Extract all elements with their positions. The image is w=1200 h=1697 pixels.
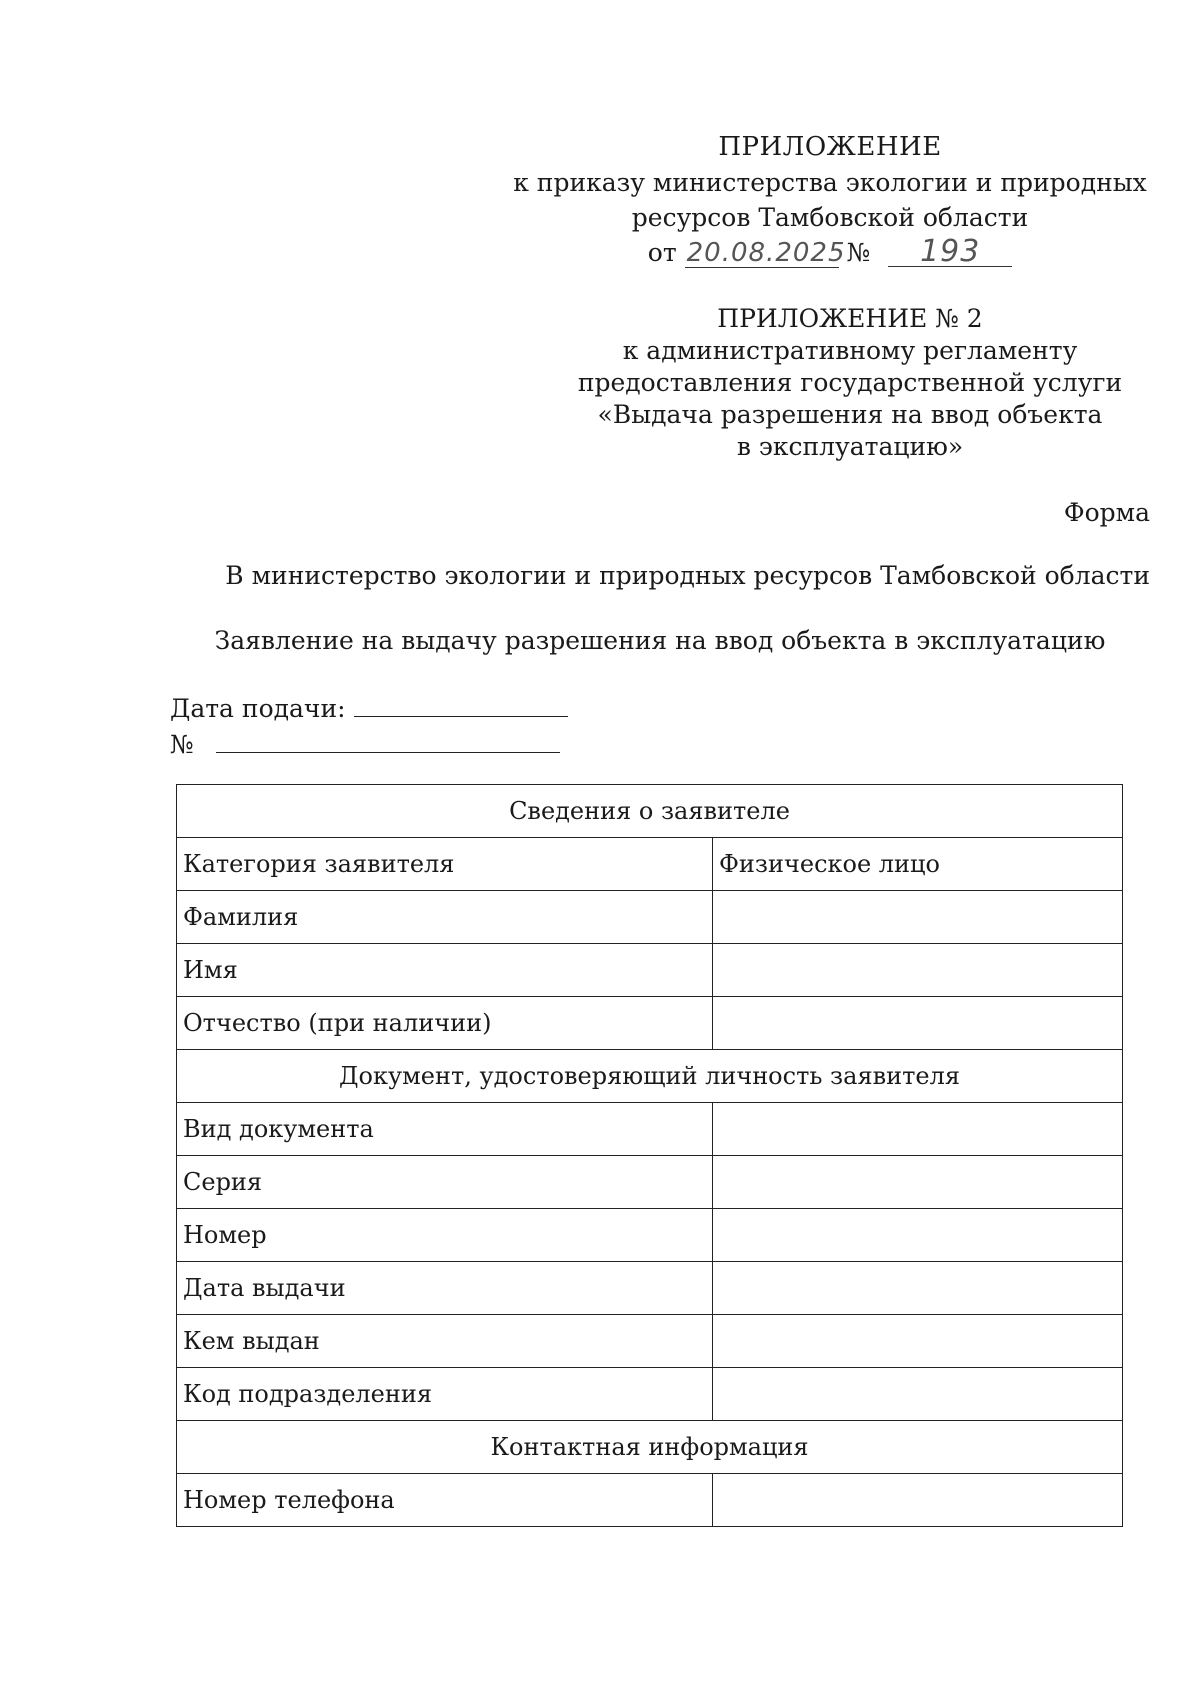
submission-date-field[interactable] (354, 692, 568, 717)
row-value[interactable] (713, 1156, 1123, 1209)
table-row (177, 891, 1123, 944)
form-label: Форма (1063, 498, 1150, 527)
table-row (177, 838, 1123, 891)
section-row (177, 1050, 1123, 1103)
table-row (177, 1315, 1123, 1368)
row-value[interactable]: Физическое лицо (713, 838, 1123, 891)
row-value[interactable] (713, 891, 1123, 944)
table-row (177, 997, 1123, 1050)
row-label: Кем выдан (177, 1315, 713, 1368)
table-row (177, 1474, 1123, 1527)
section-document-header: Документ, удостоверяющий личность заявителя (177, 1050, 1123, 1103)
appendix2-line-1: к административному регламенту (622, 336, 1078, 365)
table-row (177, 1368, 1123, 1421)
appendix2-line-4: в эксплуатацию» (736, 432, 964, 461)
applicant-form-table (176, 784, 1123, 1527)
row-label: Код подразделения (177, 1368, 713, 1421)
addressee: В министерство экологии и природных ресурсов Тамбовской области (225, 561, 1150, 590)
row-label: Вид документа (177, 1103, 713, 1156)
row-value[interactable] (713, 1368, 1123, 1421)
section-row (177, 785, 1123, 838)
row-label: Категория заявителя (177, 838, 713, 891)
row-label: Фамилия (177, 891, 713, 944)
row-label: Серия (177, 1156, 713, 1209)
appendix-title: ПРИЛОЖЕНИЕ (718, 132, 942, 162)
row-label: Дата выдачи (177, 1262, 713, 1315)
appendix2-line-3: «Выдача разрешения на ввод объекта (597, 400, 1103, 429)
submission-number-label: № (170, 730, 194, 759)
row-label: Имя (177, 944, 713, 997)
section-row (177, 1421, 1123, 1474)
appendix2-title: ПРИЛОЖЕНИЕ № 2 (717, 304, 983, 333)
row-label: Номер телефона (177, 1474, 713, 1527)
row-label: Номер (177, 1209, 713, 1262)
row-value[interactable] (713, 1209, 1123, 1262)
table-row (177, 1262, 1123, 1315)
row-value[interactable] (713, 1315, 1123, 1368)
order-date-number-line (500, 235, 1160, 270)
submission-number-field[interactable] (216, 728, 560, 753)
section-applicant-header: Сведения о заявителе (177, 785, 1123, 838)
regulation-appendix-header (540, 303, 1160, 463)
table-row (177, 1103, 1123, 1156)
submission-number-line (170, 728, 560, 759)
table-row (177, 1209, 1123, 1262)
application-title: Заявление на выдачу разрешения на ввод объекта в эксплуатацию (214, 626, 1106, 655)
table-row (177, 1156, 1123, 1209)
row-value[interactable] (713, 1262, 1123, 1315)
submission-date-label: Дата подачи: (170, 694, 346, 723)
row-value[interactable] (713, 1474, 1123, 1527)
order-appendix-header (500, 130, 1160, 270)
submission-date-line (170, 692, 568, 723)
section-contact-header: Контактная информация (177, 1421, 1123, 1474)
handwritten-number: 193 (888, 238, 1012, 267)
appendix2-line-2: предоставления государственной услуги (577, 368, 1123, 397)
row-label: Отчество (при наличии) (177, 997, 713, 1050)
appendix-line-2: ресурсов Тамбовской области (631, 203, 1029, 232)
row-value[interactable] (713, 1103, 1123, 1156)
appendix-line-1: к приказу министерства экологии и природных (513, 168, 1147, 197)
table-row (177, 944, 1123, 997)
from-label: от (647, 238, 677, 267)
row-value[interactable] (713, 944, 1123, 997)
handwritten-date: 20.08.2025 (686, 238, 846, 268)
number-label: № (846, 238, 871, 267)
row-value[interactable] (713, 997, 1123, 1050)
